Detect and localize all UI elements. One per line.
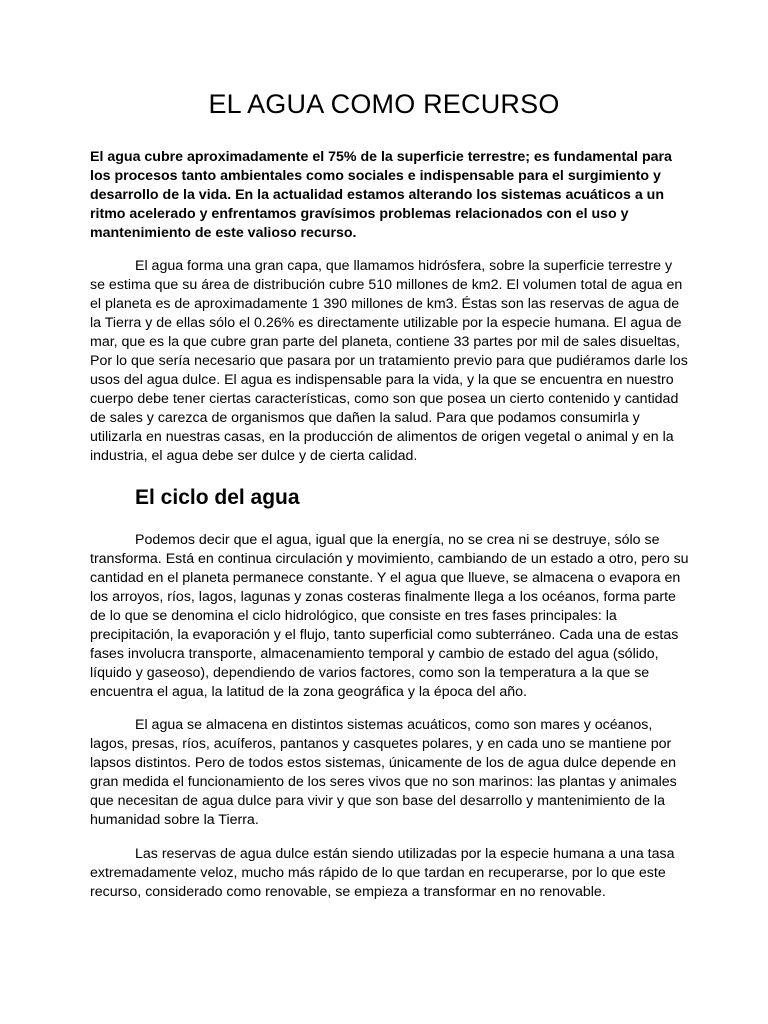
abstract-paragraph: El agua cubre aproximadamente el 75% de la superficie terrestre; es fundamental para los procesos tanto ambientales como sociales e indispensable para el surgimiento y desarrollo de la vida. En la actualidad estamos alterando los sistemas acuáticos a un ritmo acelerado y enfrentamos gravísimos problemas relacionados con el uso y mantenimiento de este valioso recurso. (90, 149, 672, 241)
body-paragraph-sistemas: El agua se almacena en distintos sistemas acuáticos, como son mares y océanos, lagos, presas, ríos, acuíferos, pantanos y casquetes polares, y en cada uno se mantiene por lapsos distintos. Pero de todos estos sistemas, únicamente de los de agua dulce depende en gran medida el funcionamiento de los seres vivos que no son marinos: las plantas y animales que necesitan de agua dulce para vivir y que son base del desarrollo y mantenimiento de la humanidad sobre la Tierra. (90, 717, 677, 828)
body-paragraph-hidrosfera: El agua forma una gran capa, que llamamos hidrósfera, sobre la superficie terrestre y se estima que su área de distribución cubre 510 millones de km2. El volumen total de agua en el planeta es de aproximadamente 1 390 millones de km3. Éstas son las reservas de agua de la Tierra y de ellas sólo el 0.26% es directamente utilizable por la especie humana. El agua de mar, que es la que cubre gran parte del planeta, contiene 33 partes por mil de sales disueltas, Por lo que sería necesario que pasara por un tratamiento previo para que pudiéramos darle los usos del agua dulce. El agua es indispensable para la vida, y la que se encuentra en nuestro cuerpo debe tener ciertas características, como son que posea un cierto contenido y cantidad de sales y carezca de organismos que dañen la salud. Para que podamos consumirla y utilizarla en nuestras casas, en la producción de alimentos de origen vegetal o animal y en la industria, el agua debe ser dulce y de cierta calidad. (90, 258, 688, 464)
body-paragraph-reservas: Las reservas de agua dulce están siendo utilizadas por la especie humana a una tasa extremadamente veloz, mucho más rápido de lo que tardan en recuperarse, por lo que este recurso, considerado como renovable, se empieza a transformar en no renovable. (90, 846, 675, 900)
section-heading: El ciclo del agua (135, 486, 300, 509)
document-title: EL AGUA COMO RECURSO (208, 89, 560, 119)
body-paragraph-ciclo: Podemos decir que el agua, igual que la energía, no se crea ni se destruye, sólo se transforma. Está en continua circulación y movimiento, cambiando de un estado a otro, pero su cantidad en el planeta permanece constante. Y el agua que llueve, se almacena o evapora en los arroyos, ríos, lagos, lagunas y zonas costeras finalmente llega a los océanos, forma parte de lo que se denomina el ciclo hidrológico, que consiste en tres fases principales: la precipitación, la evaporación y el flujo, tanto superficial como subterráneo. Cada una de estas fases involucra transporte, almacenamiento temporal y cambio de estado del agua (sólido, líquido y gaseoso), dependiendo de varios factores, como son la temperatura a la que se encuentra el agua, la latitud de la zona geográfica y la época del año. (90, 532, 689, 700)
